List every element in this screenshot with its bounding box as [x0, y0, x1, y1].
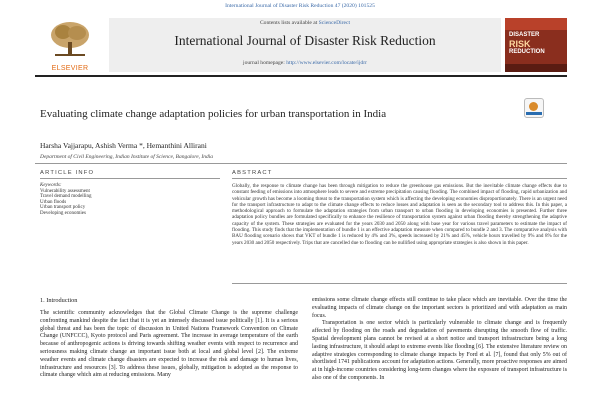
journal-header	[35, 18, 567, 72]
check-for-updates-icon[interactable]	[524, 98, 544, 118]
journal-title: International Journal of Disaster Risk Reduction	[174, 33, 436, 48]
keyword-item: Travel demand modelling	[40, 194, 92, 200]
keyword-item: Developing economies	[40, 210, 86, 216]
journal-banner	[109, 18, 501, 72]
cover-band	[505, 18, 567, 30]
paragraph: The scientific community acknowledges that the Global Climate Change is the supreme challenge confronting mankind despite the fact that it is yet an intensely discussed issue politically [1]. It is a serious global threat and has been the topic of discussion in United Nations Framework Convention on Climate Change (UNFCCC), Kyoto protocol and Paris agreement. The increase in average temperature of the earth because of anthropogenic actions is driving towards shifting weather events with respect to recurrence and seriousness making climate change an important issue both at local and global level [2]. The extreme weather events and climate change disasters are expected to increase the risk and damage to human lives, infrastructure and resources [3]. To address these issues, globally, mitigation is adopted as the response to climate change which aim at reducing emissions. Many	[40, 310, 298, 379]
article-info-heading: ARTICLE INFO	[40, 170, 95, 176]
introduction-left-column	[40, 310, 298, 380]
divider	[232, 178, 567, 179]
header-rule	[35, 75, 567, 77]
publisher-name: ELSEVIER	[51, 65, 89, 72]
abstract-text: Globally, the response to climate change has been through mitigation to reduce the greenhouse gas emissions. But the inevitable climate change effects due to constant feeding of emissions into atmosphere leads to severe and extreme precipitation causing flooding. The combined impact of flooding, rapid urbanization and vehicular growth has become a looming threat to the transportation system which is affecting the developing economies disproportionately. There is an urgent need for the transport infrastructure to adapt to the climate change effects to reduce losses and adaptation is seen as the secondary tool to address this. In this paper, a methodological approach to formulate the adaptation strategies from urban transport to urban flooding in developing economies is presented. Further three adaptation policy bundles are formulated specifically to enhance the resilience of transportation system against urban flooding thereby strengthening the adaptive capacity of the system. These strategies are evaluated for the years 2030 and 2050 along with base year for various travel parameters to estimate the impact of flooding. This study finds that the implementation of bundle 1 is an effective adaptation measure when compared to bundle 2 and 3. The comparative analysis with BAU flooding scenario shows that VKT of bundle 1 is reduced by 4% and 3%, speeds increased by 21% and 45%, vehicle hours travelled by 9% and 8% for the years 2030 and 2050 respectively. Trips that are cancelled due to flooding can be nullified using appropriate strategies is also shown in this paper.	[232, 183, 567, 246]
divider	[40, 178, 220, 179]
divider	[232, 283, 567, 284]
keywords-block	[40, 183, 220, 217]
introduction-right-column	[312, 297, 567, 383]
article-authors[interactable]: Harsha Vajjarapu, Ashish Verma *, Hemanthini Allirani	[40, 141, 207, 150]
contents-availability: Contents lists available at ScienceDirect	[259, 20, 351, 26]
journal-homepage: journal homepage: http://www.elsevier.com/locate/ijdrr	[243, 60, 367, 66]
journal-cover-thumbnail[interactable]	[505, 18, 567, 72]
cover-stripe	[505, 64, 567, 72]
journal-citation[interactable]: International Journal of Disaster Risk Reduction 47 (2020) 101525	[225, 3, 375, 9]
paragraph: emissions some climate change effects still continue to take place which are inevitable. Over the time the evaluating impacts of climate change on the important sectors is prioritized and with adaptation as main focus.	[312, 297, 567, 319]
paragraph: Transportation is one sector which is particularly vulnerable to climate change and is frequently affected by flooding on the roads and degradation of pavements disrupting the smooth flow of traffic. Spatial development plans cannot be revised at a short notice and transport infrastructure being a long lasting infrastructure, it should adapt to extreme events like flooding [6]. The extensive literature review on adaptive strategies corresponding to climate change impacts by Ford et al. [7], found that only 5% out of shortlisted 1741 publications account for adaptation actions. Generally, more proactive responses are aimed at in high-income countries considering long-term changes where the exposure of transport infrastructure is also one of the components. In	[312, 320, 567, 381]
keyword-item: Urban floods	[40, 199, 67, 205]
keyword-item: Urban transport policy	[40, 205, 86, 211]
article-title: Evaluating climate change adaptation policies for urban transportation in India	[40, 108, 387, 120]
sciencedirect-link[interactable]: ScienceDirect	[318, 20, 351, 26]
author-affiliation: Department of Civil Engineering, Indian Institute of Science, Bangalore, India	[40, 154, 214, 160]
elsevier-tree-icon	[47, 20, 93, 58]
cover-title: DISASTER RISK REDUCTION	[509, 32, 545, 55]
abstract-heading: ABSTRACT	[232, 170, 273, 176]
elsevier-logo	[35, 18, 105, 72]
homepage-link[interactable]: http://www.elsevier.com/locate/ijdrr	[286, 60, 367, 66]
keywords-label: Keywords:	[40, 183, 62, 188]
keyword-item: Vulnerability assessment	[40, 188, 90, 194]
introduction-heading: 1. Introduction	[40, 297, 78, 304]
divider	[35, 163, 567, 164]
